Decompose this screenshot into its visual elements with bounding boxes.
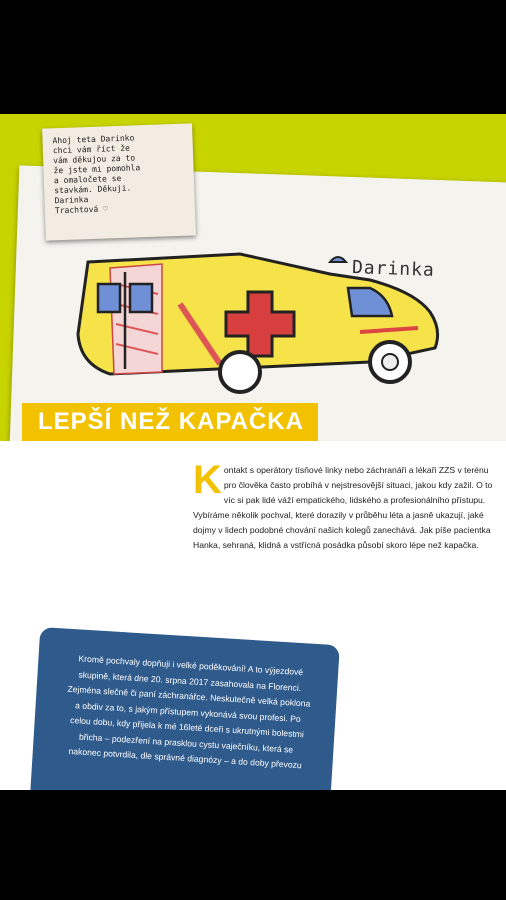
- drawing-name: Darinka: [351, 257, 436, 281]
- magazine-page: [0, 114, 506, 790]
- article-title: LEPŠÍ NEŽ KAPAČKA: [38, 408, 304, 435]
- ambulance-drawing: [70, 244, 450, 414]
- quote-box: [28, 627, 340, 790]
- hero-image: [0, 114, 506, 441]
- article-title-band: [22, 403, 318, 441]
- article-body: [193, 458, 493, 553]
- article-body-text: ontakt s operátory tísňové linky nebo záchranáři a lékaři ZZS v terénu pro člověka často probíhá v nejstresovější situaci, jakou kdy zažil. O to víc si pak lidé váží empatického, lidského a profesionálního přístupu. Vybíráme několik pochval, které dorazily v průběhu léta a jasně ukazují, jaké dojmy v lidech podobné chování našich kolegů zanechává. Jak píše pacientka Hanka, sehraná, klidná a vstřícná posádka působí skoro lépe než kapačka.: [193, 465, 493, 550]
- handwritten-note: Ahoj teta Darinko chci vám říct že vám děkujou za to že jste mi pomohla a omaločete se stavkám. Děkuji. Darinka Trachtová ♡: [42, 123, 196, 240]
- bottom-letterbox: [0, 790, 506, 900]
- quote-box-text: Kromě pochvaly dopňuji i velké poděkování! A to výjezdové skupině, která dne 20. srpna 2017 zasahovala na Florenci. Zejména slečně či paní záchranářce. Neskutečně velká poklona a obdiv za to, s jakým přístupem vykonává svou profesi. Po celou dobu, kdy přijela k mé 16leté dceři s ukrutnými bolestmi břicha – podezření na prasklou cystu vaječníku, která se nakonec potvrdila, dle správné diagnózy – a do doby převozu: [67, 653, 311, 771]
- dropcap-letter: K: [193, 458, 222, 502]
